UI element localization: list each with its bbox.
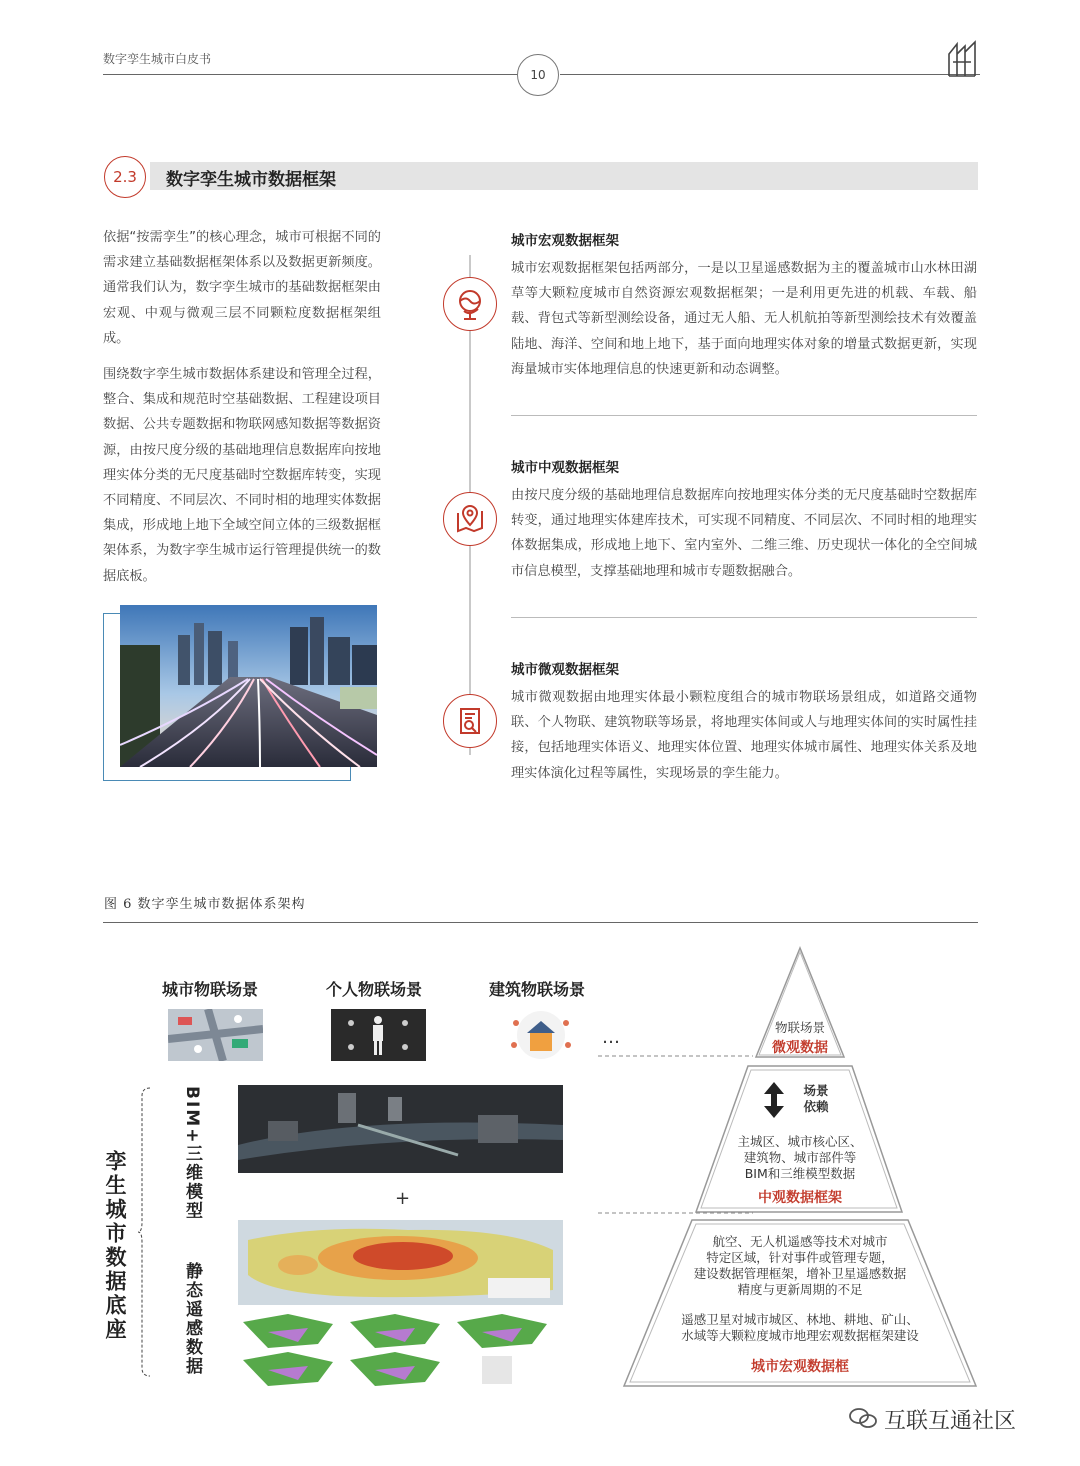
urban-iot-thumbnail	[168, 1009, 263, 1065]
wechat-icon	[848, 1405, 878, 1431]
dependency-text: 依赖	[803, 1099, 829, 1114]
meso-desc-line: 建筑物、城市部件等	[743, 1150, 857, 1165]
globe-icon	[443, 277, 497, 331]
building-iot-thumbnail	[506, 1009, 576, 1065]
personal-iot-thumbnail	[331, 1009, 426, 1065]
macro-heading: 城市宏观数据框架	[511, 233, 619, 249]
plus-sign: +	[395, 1188, 411, 1209]
section-number: 2.3	[104, 156, 146, 198]
meso-desc-line: BIM和三维模型数据	[744, 1166, 856, 1181]
bracket	[138, 1086, 152, 1378]
meso-framework-label: 中观数据框架	[758, 1190, 842, 1206]
remote-sensing-maps	[238, 1310, 563, 1394]
micro-text: 城市微观数据由地理实体最小颗粒度组合的城市物联场景组成，如道路交通物联、个人物联、建筑物联等场景，将地理实体间或人与地理实体间的实时属性挂接，包括地理实体语义、地理实体位置、地理实体城市属性、地理实体关系及地理实体演化过程等属性，实现场景的孪生能力。	[511, 690, 977, 781]
city-highway-photo	[120, 605, 377, 767]
figure-caption: 图 6 数字孪生城市数据体系架构	[104, 897, 306, 912]
bim-label: BIM+三维模型	[182, 1086, 202, 1221]
macro-desc-line: 特定区域，针对事件或管理专题，	[706, 1250, 894, 1265]
divider	[511, 617, 977, 618]
macro-desc-line: 遥感卫星对城市城区、林地、耕地、矿山、	[681, 1312, 919, 1327]
macro-desc-line: 精度与更新周期的不足	[737, 1282, 863, 1297]
meso-desc-line: 主城区、城市核心区、	[737, 1134, 863, 1149]
scene-label: 城市物联场景	[162, 980, 259, 999]
divider	[511, 415, 977, 416]
pyramid-top-caption: 物联场景	[774, 1020, 825, 1035]
map-pin-icon	[443, 492, 497, 546]
micro-data-label: 微观数据	[772, 1040, 828, 1056]
meso-text: 由按尺度分级的基础地理信息数据库向按地理实体分类的无尺度基础时空数据库转变，通过地理实体建库技术，可实现不同精度、不同层次、不同时相的地理实体数据集成，形成地上地下、室内室外、二维三维、历史现状一体化的全空间城市信息模型，支撑基础地理和城市专题数据融合。	[511, 488, 977, 579]
more-ellipsis: …	[602, 1027, 620, 1048]
double-arrow-icon	[762, 1080, 786, 1120]
scene-label: 个人物联场景	[326, 980, 423, 999]
bim-3d-model-image	[238, 1085, 563, 1177]
macro-desc-line: 水域等大颗粒度城市地理宏观数据框架建设	[681, 1328, 919, 1343]
macro-framework-label: 城市宏观数据框	[751, 1359, 849, 1375]
intro-paragraph: 依据“按需孪生”的核心理念，城市可根据不同的需求建立基础数据框架体系以及数据更新频度。通常我们认为，数字孪生城市的基础数据框架由宏观、中观与微观三层不同颗粒度数据框架组成。	[103, 230, 381, 346]
macro-desc-line: 航空、无人机遥感等技术对城市	[712, 1234, 888, 1249]
section-title: 数字孪生城市数据框架	[166, 170, 336, 190]
logo-icon	[945, 40, 979, 78]
watermark-text: 互联互通社区	[884, 1409, 1017, 1434]
meso-heading: 城市中观数据框架	[511, 460, 619, 476]
page-number: 10	[517, 54, 559, 96]
header-rule-right	[560, 74, 980, 75]
header-rule-left	[103, 74, 519, 75]
scene-label: 建筑物联场景	[489, 980, 586, 999]
macro-text: 城市宏观数据框架包括两部分，一是以卫星遥感数据为主的覆盖城市山水林田湖草等大颗粒度城市自然资源宏观数据框架；一是利用更先进的机载、车载、船载、背包式等新型测绘设备，通过无人船、无人机航拍等新型测绘技术有效覆盖陆地、海洋、空间和地上地下，基于面向地理实体对象的增量式数据更新，实现海量城市实体地理信息的快速更新和动态调整。	[511, 261, 977, 377]
body-paragraph: 围绕数字孪生城市数据体系建设和管理全过程，整合、集成和规范时空基础数据、工程建设项目数据、公共专题数据和物联网感知数据等数据资源，由按尺度分级的基础地理信息数据库向按地理实体分类的无尺度基础时空数据库转变，实现不同精度、不同层次、不同时相的地理实体数据集成，形成地上地下全域空间立体的三级数据框架体系，为数字孪生城市运行管理提供统一的数据底板。	[103, 367, 381, 584]
document-search-icon	[443, 694, 497, 748]
running-header-title: 数字孪生城市白皮书	[103, 52, 212, 66]
figure-rule	[103, 922, 978, 923]
micro-heading: 城市微观数据框架	[511, 662, 619, 678]
macro-desc-line: 建设数据管理框架，增补卫星遥感数据	[693, 1266, 907, 1281]
remote-sensing-label: 静态遥感数据	[182, 1262, 202, 1376]
scene-text: 场景	[803, 1083, 829, 1098]
data-base-label: 孪生城市数据底座	[103, 1150, 127, 1342]
remote-sensing-heatmap	[238, 1220, 563, 1309]
